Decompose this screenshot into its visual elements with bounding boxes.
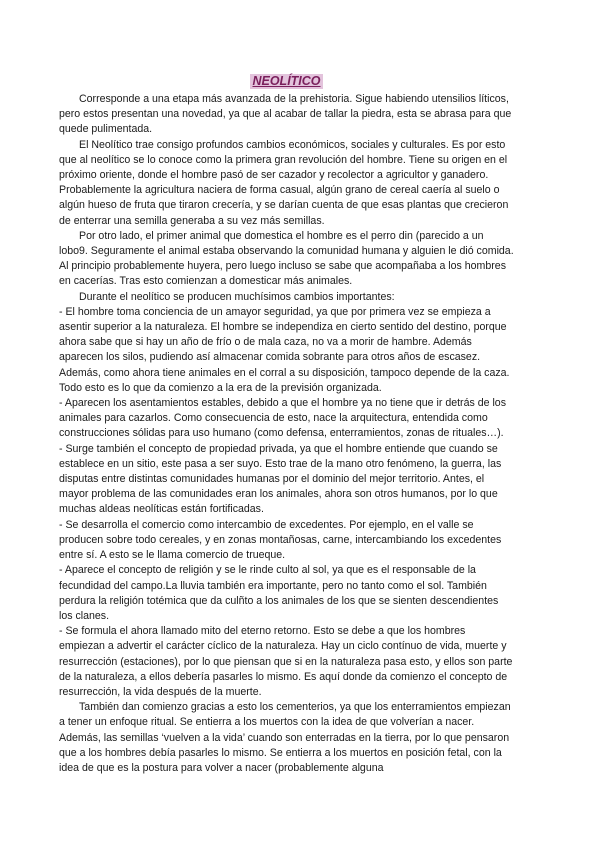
list-item-security: - El hombre toma conciencia de un amayor seguridad, ya que por primera vez se empieza a asentir superior a la naturaleza. El hombre se independiza en cierto sentido del destino, porque ahora sabe que si hay un año de frío o de mala caza, no va a morir de hambre. Además aparecen los silos, pudiendo así almacenar comida sobrante para otros años de escasez. Además, como ahora tiene animales en el corral a su disposición, tampoco depende de la caza. Todo esto es lo que da comienzo a la era de la previsión organizada. (59, 305, 510, 394)
paragraph-domestication: Por otro lado, el primer animal que domestica el hombre es el perro din (parecido a un lobo9. Seguramente el animal estaba observando la comunidad humana y alguien le dió comida. Al principio probablemente huyera, pero luego incluso se sabe que acompañaba a los hombres en cacerías. Tras esto comienzan a domesticar más animales. (59, 229, 514, 288)
list-item-settlements: - Aparecen los asentamientos estables, debido a que el hombre ya no tiene que ir detrás de los animales para cazarlos. Como consecuencia de esto, nace la arquitectura, entendida como construcciones sólidas para uso humano (como defensa, enterramientos, zonas de rituales…). (59, 397, 506, 440)
paragraph-intro: Corresponde a una etapa más avanzada de la prehistoria. Sigue habiendo utensilios líticos, pero estos presentan una novedad, ya que al acabar de tallar la piedra, esta se abrasa para que quede pulimentada. (59, 93, 512, 136)
title-wrap (59, 72, 514, 90)
list-item-eternal-return: - Se formula el ahora llamado mito del eterno retorno. Esto se debe a que los hombres empiezan a advertir el carácter cíclico de la naturaleza. Hay un ciclo contínuo de vida, muerte y resurrección (estaciones), por lo que piensan que si en la naturaleza pasa esto, y ellos son parte de la naturaleza, a ellos debería pasarles lo mismo. Es aquí donde da comienzo el concepto de resurrección, la vida después de la muerte. (59, 625, 513, 698)
list-item-property: - Surge también el concepto de propiedad privada, ya que el hombre entiende que cuando se establece en un sitio, este pasa a ser suyo. Esto trae de la mano otro fenómeno, la guerra, las disputas entre distintas comunidades humanas por el dominio del mejor territorio. Antes, el mayor problema de las comunidades eran los animales, ahora son otros humanos, por lo que muchas aldeas neolíticas están fortificadas. (59, 442, 502, 516)
paragraph-changes-intro: Durante el neolítico se producen muchísimos cambios importantes: (79, 290, 395, 303)
paragraph-cemeteries: También dan comienzo gracias a esto los cementerios, ya que los enterramientos empiezan a tener un enfoque ritual. Se entierra a los muertos con la idea de que volverían a nacer. Además, las semillas ‘vuelven a la vida’ cuando son enterradas en la tierra, por lo que pensaron que a los hombres debía pasarles lo mismo. Se entierra a los muertos en posición fetal, con la idea de que es la postura para volver a nacer (probablemente alguna (59, 701, 511, 774)
list-item-religion: - Aparece el concepto de religión y se le rinde culto al sol, ya que es el responsable de la fecundidad del campo.La lluvia también era importante, pero no tanto como el sol. También perdura la religión totémica que da culñto a los animales de los que se sienten descendientes los clanes. (59, 564, 499, 622)
page-title: NEOLÍTICO (252, 74, 321, 88)
paragraph-revolution: El Neolítico trae consigo profundos cambios económicos, sociales y culturales. Es por esto que al neolítico se lo conoce como la primera gran revolución del hombre. Tiene su origen en el próximo oriente, donde el hombre pasó de ser cazador y recolector a agricultor y ganadero. Probablemente la agricultura naciera de forma casual, algún grano de cereal caería al suelo o algún hueso de fruta que tiraron crecería, y se darían cuenta de que esas plantas que crecieron de enterrar una semilla generaba a su vez más semillas. (59, 138, 509, 227)
list-item-commerce: - Se desarrolla el comercio como intercambio de excedentes. Por ejemplo, en el valle se producen sobre todo cereales, y en zonas montañosas, carne, intercambiando los excedentes entre sí. A esto se le llama comercio de trueque. (59, 518, 502, 562)
document-body (59, 92, 514, 776)
